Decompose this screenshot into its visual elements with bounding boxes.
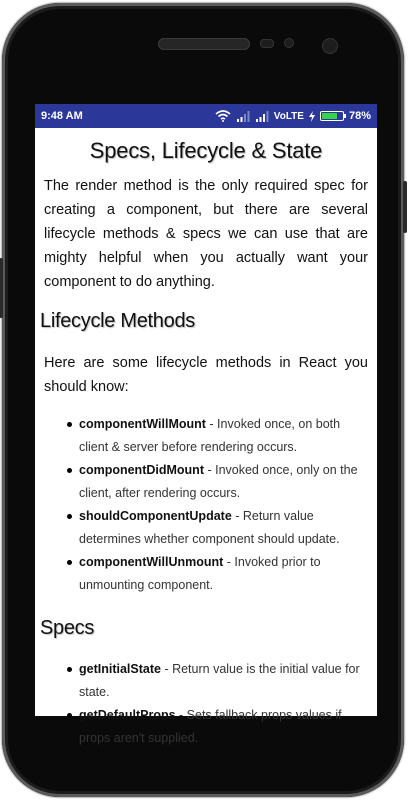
list-item <box>79 413 368 459</box>
method-name: shouldComponentUpdate <box>79 509 232 523</box>
article-content <box>35 128 377 750</box>
proximity-sensor <box>260 39 274 48</box>
earpiece-speaker <box>158 38 250 50</box>
method-description: - Invoked once, on both client & server before rendering occurs. <box>79 417 341 454</box>
charging-icon <box>309 111 315 122</box>
lifecycle-list <box>44 413 368 597</box>
volte-label: VoLTE <box>273 110 304 122</box>
spec-name: getInitialState <box>79 662 161 676</box>
list-item <box>79 505 368 551</box>
volume-button <box>0 258 3 318</box>
wifi-icon <box>215 110 231 122</box>
device-screen <box>35 104 377 745</box>
list-item <box>79 551 368 597</box>
battery-percent: 78% <box>348 110 371 122</box>
status-icons <box>215 110 371 122</box>
intro-paragraph: The render method is the only required spec for creating a component, but there are several lifecycle methods & specs we can use that are mighty helpful when you actually want your component to do anything. <box>44 178 368 290</box>
battery-icon <box>320 111 344 121</box>
spec-name: getDefaultProps <box>79 708 176 722</box>
page-title: Specs, Lifecycle & State <box>89 138 323 163</box>
lifecycle-heading: Lifecycle Methods <box>40 310 195 332</box>
method-description: - Return value determines whether component should update. <box>79 509 340 546</box>
phone-frame <box>2 3 404 797</box>
method-name: componentDidMount <box>79 463 204 477</box>
light-sensor <box>284 38 294 48</box>
power-button <box>403 181 407 233</box>
spec-description: - Sets fallback props values if props aren't supplied. <box>79 708 342 745</box>
specs-list <box>44 658 368 750</box>
specs-heading: Specs <box>40 617 95 639</box>
list-item <box>79 658 368 704</box>
spec-description: - Return value is the initial value for state. <box>79 662 360 699</box>
signal-icon-sim1 <box>236 110 250 122</box>
status-bar <box>35 104 377 128</box>
battery-level-fill <box>322 113 337 119</box>
method-description: - Invoked prior to unmounting component. <box>79 555 321 592</box>
status-time: 9:48 AM <box>41 110 83 122</box>
list-item <box>79 704 368 750</box>
method-description: - Invoked once, only on the client, after rendering occurs. <box>79 463 358 500</box>
lifecycle-intro: Here are some lifecycle methods in React you should know: <box>44 355 368 395</box>
front-camera <box>322 38 338 54</box>
signal-icon-sim2 <box>255 110 269 122</box>
method-name: componentWillMount <box>79 417 206 431</box>
method-name: componentWillUnmount <box>79 555 224 569</box>
list-item <box>79 459 368 505</box>
